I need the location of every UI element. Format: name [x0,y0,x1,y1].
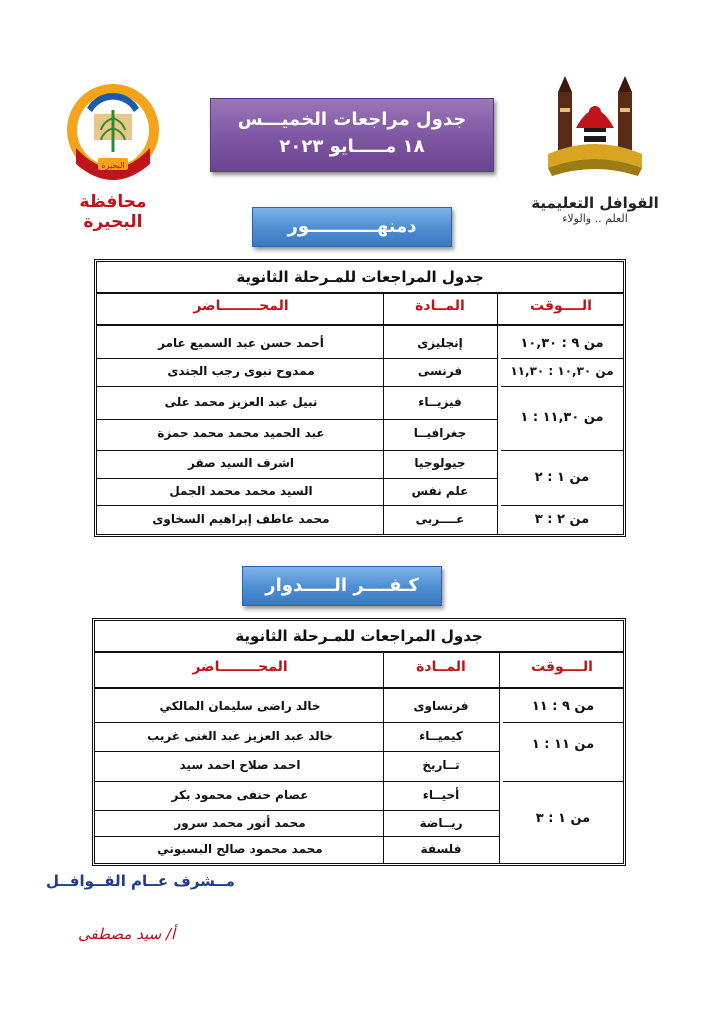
subject-cell: كيميــاء [419,729,463,743]
time-cell: من ١١ : ١ [531,737,595,752]
organization-name: القوافل التعليمية [531,194,659,212]
lecturer-cell: اشرف السيد صقر [187,456,295,470]
mosque-book-emblem-icon [540,72,650,190]
governorate-name: محافظة البحيرة [79,192,147,232]
subject-cell: جغرافيــا [413,426,467,440]
divider [97,324,623,326]
row-divider [97,450,497,451]
subject-cell: أحيــاء [422,788,460,802]
time-divider [501,358,623,359]
lecturer-cell: أحمد حسن عبد السميع عامر [158,336,324,350]
row-divider [97,478,497,479]
lecturer-cell: خالد عبد العزيز عبد الغنى غريب [147,729,333,743]
lecturer-cell: السيد محمد محمد الجمل [169,484,313,498]
page-title-box [210,98,494,172]
time-divider [501,386,623,387]
lecturer-cell: محمد محمود صالح البسيوني [157,842,323,856]
lecturer-cell: عصام حنفى محمود بكر [171,788,309,802]
time-divider [503,722,623,723]
header-lecturer: المحــــــــاضر [193,298,289,314]
column-divider [497,292,498,534]
time-divider [503,781,623,782]
signature: أ/ سيد مصطفى [78,925,176,943]
table-title: جدول المراجعات للمـرحلة الثانوية [95,621,623,653]
subject-cell: ريــاضة [419,816,463,830]
subject-cell: فيزيــاء [418,395,462,409]
schedule-table-damanhour [94,259,626,537]
divider [95,687,623,689]
subject-cell: جيولوجيا [414,456,466,470]
time-divider [501,505,623,506]
organization-logo [520,72,670,232]
row-divider [95,781,499,782]
organization-slogan: العلم .. والولاء [562,212,628,225]
time-cell: من ١٠,٣٠ : ١١,٣٠ [510,364,614,378]
lecturer-cell: محمد أنور محمد سرور [174,816,306,830]
time-cell: من ٩ : ١١ [531,699,595,714]
row-divider [97,358,497,359]
city-banner-damanhour: دمنهـــــــــــور [252,207,452,247]
lecturer-cell: خالد راضى سليمان المالكي [159,699,321,713]
header-lecturer: المحــــــــاضر [192,659,288,675]
row-divider [95,722,499,723]
header-time: الــــوقت [531,659,593,675]
lecturer-cell: احمد صلاح احمد سيد [179,758,301,772]
row-divider [95,810,499,811]
row-divider [97,505,497,506]
lecturer-cell: عبد الحميد محمد محمد حمزة [157,426,325,440]
subject-cell: تــاريخ [422,758,460,772]
header-subject: المــادة [416,659,466,675]
time-cell: من ٩ : ١٠,٣٠ [520,336,604,351]
subject-cell: فرنساوى [413,699,469,713]
header-subject: المــادة [415,298,465,314]
governorate-emblem-icon [54,78,172,190]
subject-cell: علم نفس [411,484,469,498]
column-divider [383,651,384,863]
city-banner-kafr-el-dawar: كـفــــر الـــــدوار [242,566,442,606]
lecturer-cell: محمد عاطف إبراهيم السخاوى [152,512,330,526]
time-divider [501,450,623,451]
row-divider [95,836,499,837]
subject-cell: عــــربى [415,512,465,526]
governorate-logo [48,78,178,232]
subject-cell: فرنسى [417,364,463,378]
column-divider [499,651,500,863]
lecturer-cell: ممدوح نبوى رجب الجندى [167,364,315,378]
page-date: ١٨ مـــــايو ٢٠٢٣ [279,136,425,157]
time-cell: من ١ : ٢ [534,470,590,485]
table-title: جدول المراجعات للمـرحلة الثانوية [97,262,623,294]
time-cell: من ١١,٣٠ : ١ [520,410,604,425]
lecturer-cell: نبيل عبد العزيز محمد على [164,395,318,409]
row-divider [97,386,497,387]
subject-cell: فلسفة [420,842,462,856]
time-cell: من ٢ : ٣ [534,512,590,527]
row-divider [97,419,497,420]
header-time: الــــوقت [530,298,592,314]
emblem-text: البحيرة [101,161,125,170]
supervisor-title: مــشرف عــام القــوافــل [46,872,235,890]
time-cell: من ١ : ٣ [535,811,591,826]
page-title: جدول مراجعات الخميـــس [237,109,467,130]
subject-cell: إنجليزى [417,336,463,350]
row-divider [95,751,499,752]
column-divider [383,292,384,534]
schedule-table-kafr-el-dawar [92,618,626,866]
